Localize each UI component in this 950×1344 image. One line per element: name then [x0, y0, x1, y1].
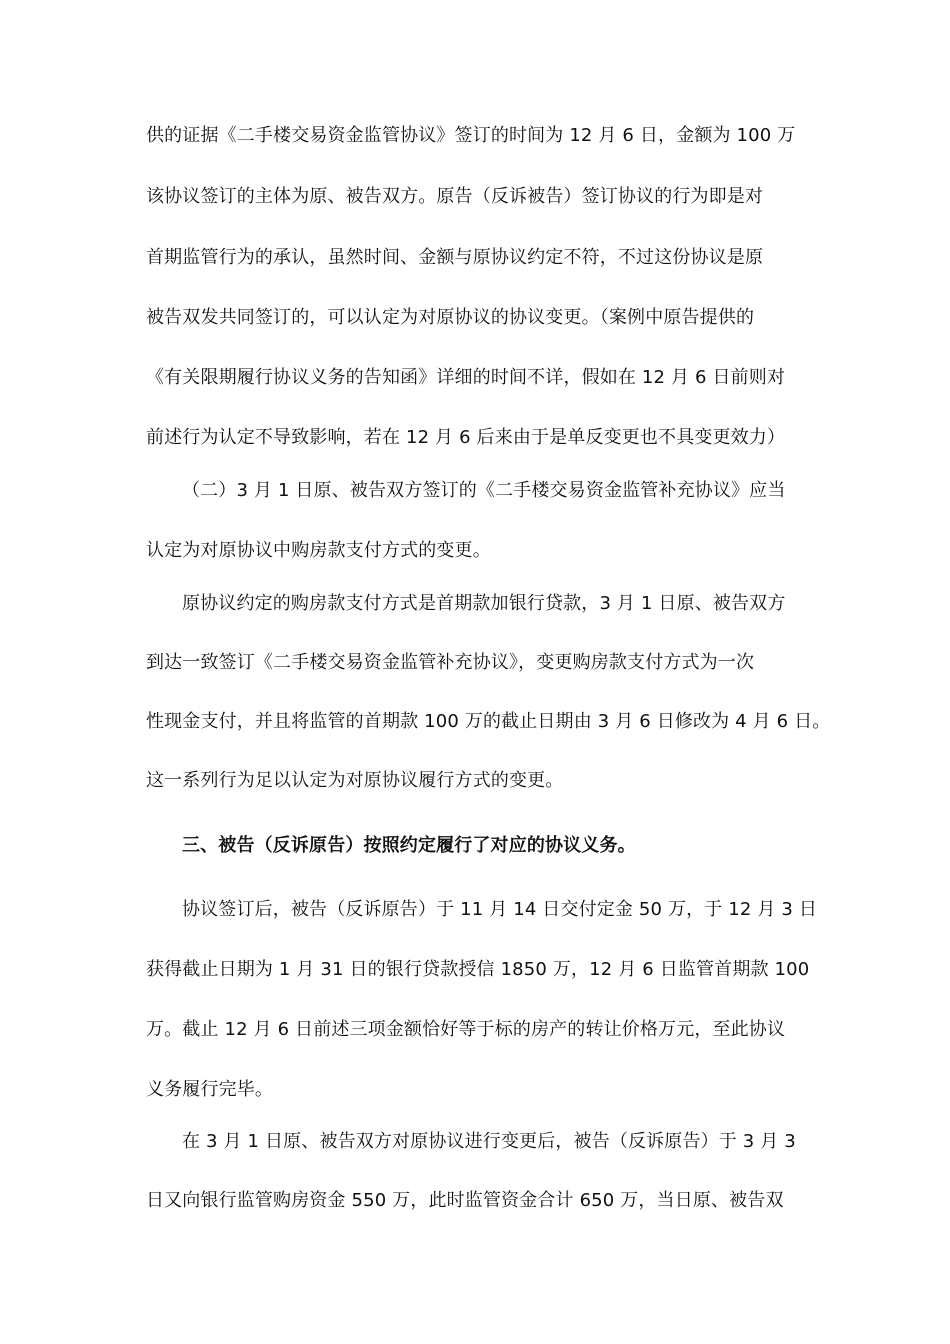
text-line-14: 协议签订后，被告（反诉原告）于 11 月 14 日交付定金 50 万，于 12 月 3 日 — [182, 899, 818, 920]
text-line-18: 在 3 月 1 日原、被告双方对原协议进行变更后，被告（反诉原告）于 3 月 3 — [182, 1131, 796, 1152]
text-line-8: 认定为对原协议中购房款支付方式的变更。 — [146, 540, 491, 561]
text-line-1: 供的证据《二手楼交易资金监管协议》签订的时间为 12 月 6 日，金额为 100 万 — [146, 125, 796, 146]
text-line-12: 这一系列行为足以认定为对原协议履行方式的变更。 — [146, 770, 564, 791]
text-line-5: 《有关限期履行协议义务的告知函》详细的时间不详，假如在 12 月 6 日前则对 — [146, 367, 786, 388]
text-line-2: 该协议签订的主体为原、被告双方。原告（反诉被告）签订协议的行为即是对 — [146, 186, 764, 207]
text-line-15: 获得截止日期为 1 月 31 日的银行贷款授信 1850 万，12 月 6 日监管首期款 100 — [146, 959, 810, 980]
text-line-11: 性现金支付，并且将监管的首期款 100 万的截止日期由 3 月 6 日修改为 4 月 6 日。 — [146, 711, 831, 732]
text-line-17: 义务履行完毕。 — [146, 1079, 274, 1100]
text-line-9: 原协议约定的购房款支付方式是首期款加银行贷款，3 月 1 日原、被告双方 — [182, 593, 786, 614]
text-line-4: 被告双发共同签订的，可以认定为对原协议的协议变更。（案例中原告提供的 — [146, 307, 755, 328]
text-line-7: （二）3 月 1 日原、被告双方签订的《二手楼交易资金监管补充协议》应当 — [182, 480, 786, 501]
text-line-19: 日又向银行监管购房资金 550 万，此时监管资金合计 650 万，当日原、被告双 — [146, 1190, 784, 1211]
text-line-10: 到达一致签订《二手楼交易资金监管补充协议》，变更购房款支付方式为一次 — [146, 652, 755, 673]
text-line-3: 首期监管行为的承认，虽然时间、金额与原协议约定不符，不过这份协议是原 — [146, 247, 764, 268]
text-line-6: 前述行为认定不导致影响，若在 12 月 6 后来由于是单反变更也不具变更效力） — [146, 427, 786, 448]
section-heading: 三、被告（反诉原告）按照约定履行了对应的协议义务。 — [182, 835, 636, 856]
text-line-16: 万。截止 12 月 6 日前述三项金额恰好等于标的房产的转让价格万元，至此协议 — [146, 1019, 786, 1040]
